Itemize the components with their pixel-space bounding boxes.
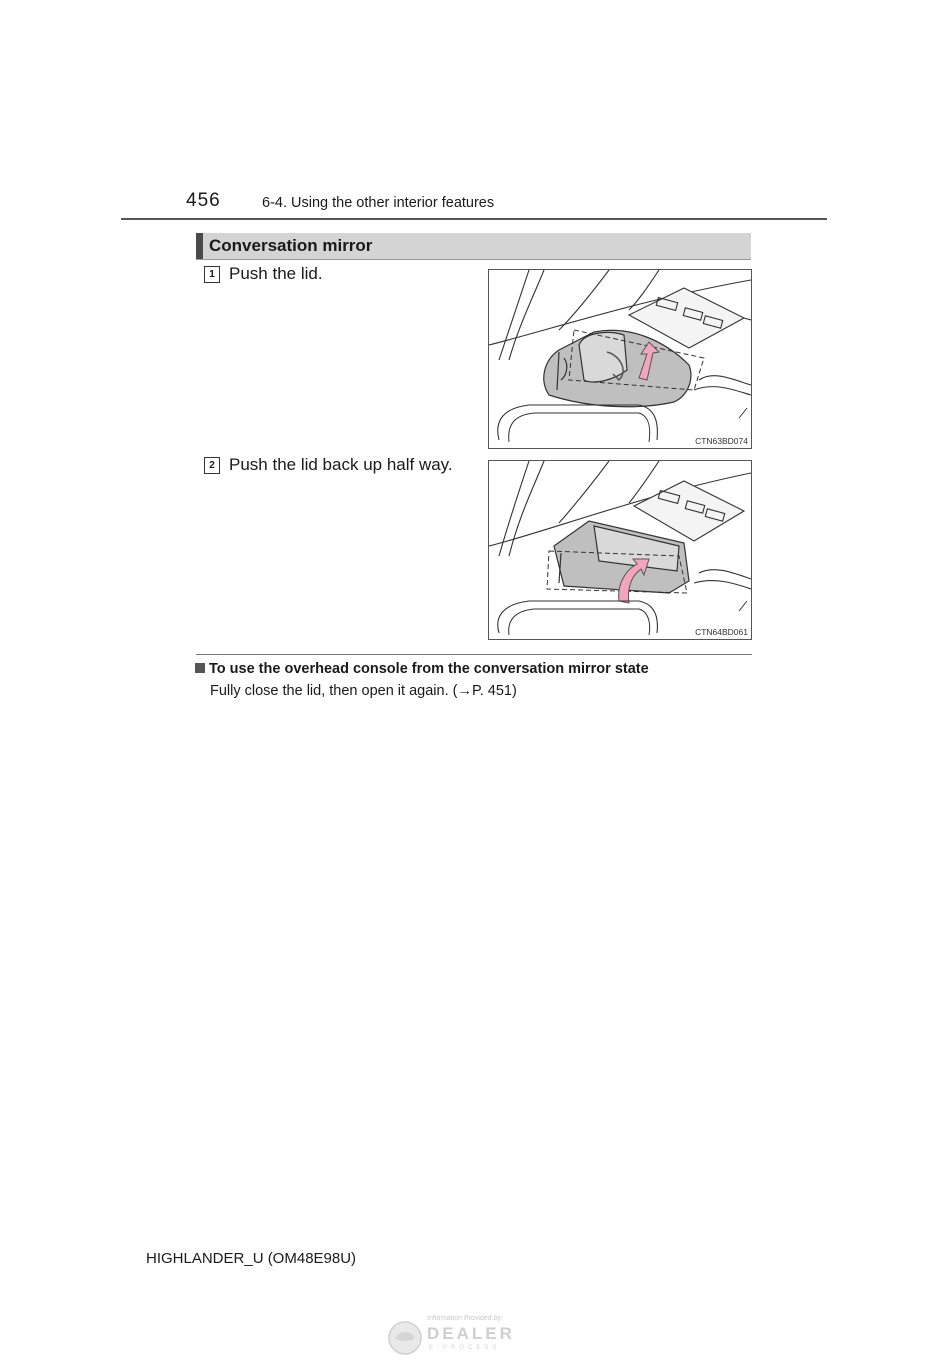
step-text-1: Push the lid. (229, 264, 323, 283)
heading-accent (196, 233, 203, 259)
note-title-text: To use the overhead console from the conversation mirror state (209, 661, 649, 677)
dealer-watermark (385, 1315, 555, 1360)
figure-push-lid-half (488, 460, 752, 640)
watermark-brand: DEALER (427, 1324, 515, 1343)
watermark-caption: Information Provided by: (427, 1315, 503, 1322)
note-body (210, 683, 517, 699)
note-body-text: Fully close the lid, then open it again. (→P. 451) (210, 683, 517, 699)
square-bullet-icon (195, 663, 205, 673)
illustration-overhead-console-half (489, 461, 751, 639)
figure-code-2: CTN64BD061 (695, 627, 748, 637)
step-text-2: Push the lid back up half way. (229, 455, 453, 474)
step-number-1: 1 (204, 266, 220, 283)
dealer-logo-icon (385, 1318, 425, 1358)
section-divider (196, 654, 752, 655)
note-title (195, 661, 649, 677)
figure-code-1: CTN63BD074 (695, 436, 748, 446)
figure-push-lid (488, 269, 752, 449)
heading-text: Conversation mirror (209, 236, 373, 255)
page-number: 456 (186, 190, 221, 211)
watermark-sub: E-PROCESS (429, 1345, 501, 1351)
header-rule (121, 218, 827, 220)
section-title: 6-4. Using the other interior features (262, 195, 495, 211)
section-heading (196, 233, 751, 260)
footer-model-code: HIGHLANDER_U (OM48E98U) (146, 1250, 357, 1267)
step-number-2: 2 (204, 457, 220, 474)
illustration-overhead-console-open (489, 270, 751, 448)
